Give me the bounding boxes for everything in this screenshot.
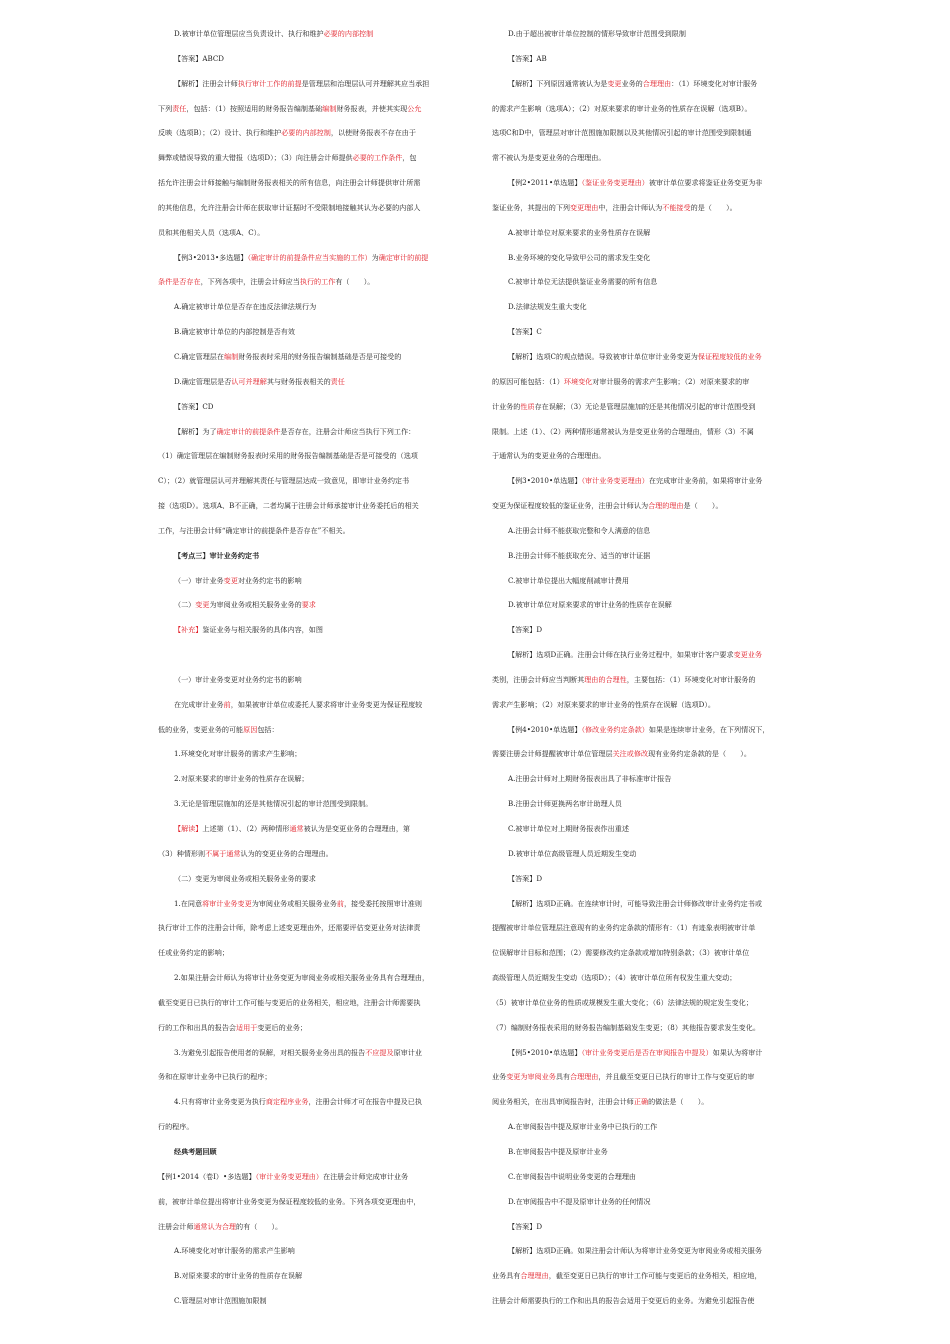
text-segment: 为审阅业务或相关服务业务的 bbox=[209, 601, 302, 610]
right-column bbox=[492, 30, 810, 1322]
text-segment: 【解析】选项D正确。如果注册会计师认为将审计业务变更为审阅业务或相关服务 bbox=[508, 1247, 762, 1256]
text-segment: ：（1）环境变化对审计服务 bbox=[671, 79, 758, 88]
text-segment: A.被审计单位对原来要求的业务性质存在误解 bbox=[508, 228, 651, 237]
text-line bbox=[492, 129, 810, 137]
text-line bbox=[492, 900, 810, 908]
text-segment: 4.只有将审计业务变更为执行 bbox=[174, 1098, 266, 1107]
highlight-text: 通常 bbox=[289, 825, 304, 833]
text-line bbox=[492, 974, 810, 982]
text-segment: 员和其他相关人员（选项A、C）。 bbox=[158, 228, 265, 237]
text-segment: ，包括：（1）按照适用的财务报告编制基础 bbox=[186, 104, 323, 113]
text-segment: 存在误解；（3）无论是管理层施加的还是其他情况引起的审计范围受到 bbox=[534, 402, 756, 411]
text-line bbox=[492, 154, 810, 162]
text-segment: B.对原来要求的审计业务的性质存在误解 bbox=[174, 1272, 303, 1281]
text-line bbox=[492, 825, 810, 833]
text-line bbox=[492, 651, 810, 659]
text-line bbox=[492, 1247, 810, 1255]
text-segment: 如果是连续审计业务，在下列情况下， bbox=[648, 725, 770, 734]
text-line bbox=[158, 105, 476, 113]
text-segment: 2.如果注册会计师认为将审计业务变更为审阅业务或相关服务业务具有合理理由， bbox=[174, 974, 430, 983]
text-line bbox=[158, 527, 476, 535]
text-segment: 是（ ）。 bbox=[683, 502, 723, 511]
text-line bbox=[158, 452, 476, 460]
text-segment: 3.无论是管理层施加的还是其他情况引起的审计范围受到限制。 bbox=[174, 800, 373, 809]
text-segment: B.注册会计师不能获取充分、适当的审计证据 bbox=[508, 551, 651, 560]
text-segment: 有（ ）。 bbox=[335, 278, 375, 287]
text-segment: A.环境变化对审计服务的需求产生影响 bbox=[174, 1247, 295, 1256]
highlight-text: 合理理由 bbox=[570, 1073, 599, 1082]
text-segment: B.注册会计师更换两名审计助理人员 bbox=[508, 800, 622, 809]
highlight-text: 将审计业务变更 bbox=[202, 899, 252, 908]
text-line bbox=[158, 378, 476, 386]
text-line bbox=[492, 278, 810, 286]
text-line bbox=[158, 601, 476, 609]
text-line bbox=[492, 1297, 810, 1305]
text-segment: （二）变更为审阅业务或相关服务业务的要求 bbox=[174, 874, 316, 883]
text-segment: 接（选项D）。选项A、B不正确，二者均属于注册会计师承接审计业务委托后的相关 bbox=[158, 502, 419, 511]
text-segment: 注册会计师 bbox=[158, 1222, 194, 1231]
text-line bbox=[158, 900, 476, 908]
text-line bbox=[492, 1223, 810, 1231]
text-segment: 2.对原来要求的审计业务的性质存在误解； bbox=[174, 775, 309, 784]
highlight-text: 必要的内部控制 bbox=[323, 30, 374, 38]
text-line bbox=[158, 328, 476, 336]
text-segment: 如果认为将审计 bbox=[712, 1048, 763, 1057]
text-line bbox=[492, 1098, 810, 1106]
text-line bbox=[492, 552, 810, 560]
text-segment: 【答案】AB bbox=[508, 54, 547, 63]
text-segment: D.由于超出被审计单位控制的情形导致审计范围受到限制 bbox=[508, 30, 686, 38]
highlight-text: 前 bbox=[336, 899, 344, 908]
text-line bbox=[158, 850, 476, 858]
highlight-text: 适用于 bbox=[236, 1023, 258, 1032]
text-line bbox=[158, 1024, 476, 1032]
text-segment: 【解析】选项D正确。在连续审计时，可能导致注册会计师修改审计业务约定书或 bbox=[508, 899, 762, 908]
highlight-text: 保证程度较低的业务 bbox=[697, 352, 762, 361]
text-segment: 财务报表时采用的财务报告编制基础是否是可接受的 bbox=[238, 352, 402, 361]
text-segment: 【答案】ABCD bbox=[174, 54, 224, 63]
highlight-text: 正确 bbox=[633, 1098, 649, 1107]
text-line bbox=[158, 502, 476, 510]
text-line bbox=[492, 452, 810, 460]
highlight-text: 责任 bbox=[172, 104, 187, 113]
text-segment: 任或业务约定的影响； bbox=[158, 949, 229, 958]
text-line bbox=[492, 303, 810, 311]
text-segment: （一）审计业务变更对业务约定书的影响 bbox=[174, 675, 302, 684]
highlight-text: 条件是否存在 bbox=[158, 278, 201, 287]
text-segment: 【解析】注册会计师 bbox=[174, 79, 238, 88]
text-segment: （3）种情形则 bbox=[158, 849, 206, 858]
text-segment: B.在审阅报告中提及原审计业务 bbox=[508, 1147, 608, 1156]
text-segment: 变更后的业务； bbox=[257, 1023, 307, 1032]
text-line bbox=[492, 30, 810, 38]
text-segment: 务和在原审计业务中已执行的程序； bbox=[158, 1073, 272, 1082]
text-segment: 阅业务相关，在出具审阅报告时，注册会计师 bbox=[492, 1098, 634, 1107]
text-segment: 在完成审计业务前，如果将审计业务 bbox=[648, 477, 763, 486]
text-segment: 被审计单位要求将鉴证业务变更为非 bbox=[648, 179, 763, 188]
text-segment: 【例3•2010•单选题】 bbox=[508, 477, 582, 486]
highlight-text: （审计业务变更理由） bbox=[255, 1172, 323, 1181]
highlight-text: 环境变化 bbox=[563, 377, 593, 386]
text-segment: 计业务的 bbox=[492, 402, 521, 411]
text-segment: 选项C和D中，管理层对审计范围施加限制以及其他情况引起的审计范围受到限制通 bbox=[492, 129, 752, 138]
text-segment: 经典考题回顾 bbox=[174, 1147, 217, 1156]
text-line bbox=[492, 1173, 810, 1181]
text-line bbox=[158, 1272, 476, 1280]
highlight-text: 公允 bbox=[407, 104, 422, 113]
text-segment: 业务的 bbox=[621, 79, 643, 88]
text-segment: 鉴证业务与相关服务的具体内容，如图 bbox=[202, 626, 323, 635]
text-line bbox=[158, 55, 476, 63]
text-segment: 的做法是（ ）。 bbox=[648, 1098, 709, 1107]
text-segment: 业务 bbox=[492, 1073, 507, 1082]
text-line bbox=[158, 428, 476, 436]
highlight-text: 变更 bbox=[223, 576, 238, 585]
left-column bbox=[158, 30, 476, 1322]
text-segment: 前，被审计单位提出将审计业务变更为保证程度较低的业务。下列各项变更理由中， bbox=[158, 1197, 421, 1206]
text-line bbox=[158, 750, 476, 758]
text-segment: 提醒被审计单位管理层注意现有的业务约定条款的情形有：（1）有迹象表明被审计单 bbox=[492, 924, 756, 933]
text-segment: 具有 bbox=[555, 1073, 571, 1082]
text-line bbox=[492, 328, 810, 336]
text-line bbox=[492, 204, 810, 212]
text-segment: 括允许注册会计师接触与编制财务报表相关的所有信息，向注册会计师提供审计所需 bbox=[158, 179, 421, 188]
text-segment: 的需求产生影响（选项A）；（2）对原来要求的审计业务的性质存在误解（选项B）。 bbox=[492, 104, 752, 113]
highlight-text: 不属于通常 bbox=[205, 849, 241, 858]
text-segment: A.注册会计师对上期财务报表出具了非标准审计报告 bbox=[508, 775, 672, 784]
text-segment: 截至变更日已执行的审计工作可能与变更后的业务相关，相应地，注册会计师需要执 bbox=[158, 998, 421, 1007]
text-segment: C.被审计单位提出大幅度削减审计费用 bbox=[508, 576, 629, 585]
text-line bbox=[158, 1297, 476, 1305]
text-segment: 【解析】选项D正确。注册会计师在执行业务过程中，如果审计客户要求 bbox=[508, 651, 734, 660]
text-segment: 现有业务约定条款的是（ ）。 bbox=[648, 750, 751, 759]
text-line bbox=[158, 701, 476, 709]
text-segment: 【答案】C bbox=[508, 328, 542, 337]
text-segment: 的有（ ）。 bbox=[236, 1222, 283, 1231]
text-line bbox=[158, 924, 476, 932]
text-segment: 【解析】选项C的观点错误。导致被审计单位审计业务变更为 bbox=[508, 352, 698, 361]
text-segment: D.被审计单位管理层应当负责设计、执行和维护 bbox=[174, 30, 324, 38]
text-segment: 高级管理人员近期发生变动（选项D）；（4）被审计单位所有权发生重大变动； bbox=[492, 974, 737, 983]
text-line bbox=[492, 924, 810, 932]
highlight-text: 原因 bbox=[243, 725, 258, 734]
text-line bbox=[158, 303, 476, 311]
highlight-text: 变更为审阅业务 bbox=[506, 1073, 556, 1082]
highlight-text: 确定审计的前提条件 bbox=[216, 427, 281, 436]
text-line bbox=[492, 875, 810, 883]
text-line bbox=[158, 254, 476, 262]
text-line bbox=[492, 1073, 810, 1081]
text-line bbox=[158, 676, 476, 684]
text-line bbox=[158, 775, 476, 783]
text-segment: 【例2•2011•单选题】 bbox=[508, 179, 582, 188]
text-line bbox=[492, 428, 810, 436]
text-segment: 【答案】D bbox=[508, 874, 543, 883]
text-line bbox=[492, 353, 810, 361]
blank-line bbox=[158, 651, 476, 659]
text-line bbox=[492, 378, 810, 386]
text-segment: 为 bbox=[371, 253, 379, 262]
text-line bbox=[158, 1123, 476, 1131]
highlight-text: 要求 bbox=[301, 601, 316, 610]
text-segment: B.确定被审计单位的内部控制是否有效 bbox=[174, 328, 295, 337]
text-segment: 的是（ ）。 bbox=[690, 203, 737, 212]
text-segment: 于通常认为的变更业务的合理理由。 bbox=[492, 452, 606, 461]
text-line bbox=[492, 403, 810, 411]
highlight-text: 执行的工作 bbox=[299, 278, 336, 287]
text-segment: B.业务环境的变化导致甲公司的需求发生变化 bbox=[508, 253, 651, 262]
text-line bbox=[492, 999, 810, 1007]
text-segment: C.被审计单位无法提供鉴证业务需要的所有信息 bbox=[508, 278, 658, 287]
highlight-text: 必要的工作条件 bbox=[352, 154, 403, 163]
highlight-text: 理由的合理性 bbox=[584, 675, 627, 684]
text-segment: 的原因可能包括：（1） bbox=[492, 377, 564, 386]
text-line bbox=[158, 1148, 476, 1156]
text-segment: 【答案】D bbox=[508, 626, 543, 635]
highlight-text: 不能接受 bbox=[662, 203, 691, 212]
text-segment: ，主要包括：（1）环境变化对审计服务的 bbox=[626, 675, 756, 684]
text-segment: 常不被认为是变更业务的合理理由。 bbox=[492, 154, 606, 163]
text-line bbox=[492, 601, 810, 609]
text-segment: 行的工作和出具的报告会 bbox=[158, 1023, 237, 1032]
text-segment: 对业务约定书的影响 bbox=[237, 576, 302, 585]
text-segment: 其与财务报表相关的 bbox=[266, 377, 331, 386]
text-segment: A.确定被审计单位是否存在违反法律法规行为 bbox=[174, 303, 317, 312]
text-segment: 1.在同意 bbox=[174, 899, 203, 908]
text-segment: C）；（2）就管理层认可并理解其责任与管理层达成一致意见，即审计业务约定书 bbox=[158, 477, 410, 486]
text-segment: ，注册会计师才可在报告中提及已执 bbox=[308, 1098, 422, 1107]
highlight-text: 编制 bbox=[322, 104, 337, 113]
text-line bbox=[492, 1049, 810, 1057]
highlight-text: （审计业务变更后是否在审阅报告中提及） bbox=[581, 1048, 713, 1057]
text-line bbox=[492, 55, 810, 63]
text-segment: D.确定管理层是否 bbox=[174, 377, 232, 386]
text-segment: A.注册会计师不能获取完整和令人满意的信息 bbox=[508, 526, 651, 535]
highlight-text: （鉴证业务变更理由） bbox=[581, 179, 649, 188]
text-line bbox=[158, 129, 476, 137]
text-segment: ，并且截至变更日已执行的审计工作与变更后的审 bbox=[598, 1073, 755, 1082]
text-segment: 是否存在，注册会计师应当执行下列工作： bbox=[280, 427, 416, 436]
text-segment: 被认为是变更业务的合理理由，第 bbox=[303, 825, 411, 833]
text-segment: 【解析】为了 bbox=[174, 427, 217, 436]
text-segment: 下列 bbox=[158, 104, 173, 113]
text-line bbox=[158, 1198, 476, 1206]
text-segment: C.被审计单位对上期财务报表作出重述 bbox=[508, 825, 629, 833]
text-line bbox=[492, 502, 810, 510]
text-line bbox=[492, 80, 810, 88]
text-segment: D.法律法规发生重大变化 bbox=[508, 303, 587, 312]
text-line bbox=[158, 825, 476, 833]
text-line bbox=[158, 353, 476, 361]
text-segment: ，以使财务报表不存在由于 bbox=[330, 129, 416, 138]
text-segment: 【例5•2010•单选题】 bbox=[508, 1048, 582, 1057]
highlight-text: 必要的内部控制 bbox=[281, 129, 331, 138]
text-segment: （7）编制财务报表采用的财务报告编制基础发生变更；（8）其他报告要求发生变化。 bbox=[492, 1023, 760, 1032]
text-segment: 注册会计师需要执行的工作和出具的报告会适用于变更后的业务。为避免引起报告使 bbox=[492, 1297, 755, 1306]
text-line bbox=[492, 850, 810, 858]
text-segment: （二） bbox=[174, 601, 196, 610]
highlight-text: 前 bbox=[223, 700, 231, 709]
highlight-text: （修改业务约定条款） bbox=[581, 725, 649, 734]
highlight-text: 变更 bbox=[195, 601, 210, 610]
text-segment: 是管理层和治理层认可并理解其应当承担 bbox=[301, 79, 430, 88]
text-line bbox=[492, 527, 810, 535]
text-line bbox=[158, 999, 476, 1007]
text-segment: ，下列各项中，注册会计师应当 bbox=[200, 278, 300, 287]
highlight-text: 变更 bbox=[607, 79, 622, 88]
text-line bbox=[158, 1223, 476, 1231]
text-line bbox=[492, 775, 810, 783]
text-line bbox=[158, 30, 476, 38]
text-segment: （1）确定管理层在编制财务报表时采用的财务报告编制基础是否是可接受的（选项 bbox=[158, 452, 418, 461]
text-line bbox=[492, 1024, 810, 1032]
text-line bbox=[492, 577, 810, 585]
text-line bbox=[492, 1148, 810, 1156]
text-line bbox=[492, 254, 810, 262]
text-line bbox=[158, 1098, 476, 1106]
text-segment: 【解析】下列原因通常被认为是 bbox=[508, 79, 608, 88]
text-segment: 的其他信息，允许注册会计师在获取审计证据时不受限制地接触其认为必要的内部人 bbox=[158, 203, 421, 212]
text-segment: 认为的变更业务的合理理由。 bbox=[240, 849, 333, 858]
highlight-text: 合理理由 bbox=[520, 1272, 549, 1281]
text-segment: 低的业务，变更业务的可能 bbox=[158, 725, 244, 734]
text-segment: 【答案】CD bbox=[174, 402, 214, 411]
text-line bbox=[492, 105, 810, 113]
text-line bbox=[158, 403, 476, 411]
highlight-text: 编制 bbox=[224, 352, 239, 361]
text-segment: 【例4•2010•单选题】 bbox=[508, 725, 582, 734]
text-segment: ，接受委托按照审计准则 bbox=[343, 899, 422, 908]
text-segment: D.在审阅报告中不提及原审计业务的任何情况 bbox=[508, 1197, 651, 1206]
text-line bbox=[492, 676, 810, 684]
text-segment: 在完成审计业务 bbox=[174, 700, 224, 709]
text-line bbox=[492, 477, 810, 485]
text-segment: 中，注册会计师认为 bbox=[598, 203, 663, 212]
highlight-text: （确定审计的前提条件应当实施的工作） bbox=[247, 253, 372, 262]
text-segment: 舞弊或错误导致的重大错报（选项D）；（3）向注册会计师提供 bbox=[158, 154, 353, 163]
text-line bbox=[158, 1049, 476, 1057]
text-segment: 执行审计工作的注册会计师，除考虑上述变更理由外，还需要评估变更业务对法律责 bbox=[158, 924, 421, 933]
text-segment: 上述第（1）、（2）两种情形 bbox=[202, 825, 290, 833]
text-line bbox=[158, 577, 476, 585]
text-segment: C.在审阅报告中说明业务变更的合理理由 bbox=[508, 1172, 637, 1181]
highlight-text: 关注或修改 bbox=[612, 750, 649, 759]
text-segment: 在注册会计师完成审计业务 bbox=[322, 1172, 409, 1181]
text-segment: 原审计业 bbox=[393, 1048, 422, 1057]
highlight-text: 【补充】 bbox=[174, 626, 203, 635]
text-line bbox=[158, 477, 476, 485]
text-segment: 限制。上述（1）、（2）两种情形通常被认为是变更业务的合理理由，情形（3）不属 bbox=[492, 427, 754, 436]
text-segment: D.被审计单位对原来要求的审计业务的性质存在误解 bbox=[508, 601, 672, 610]
highlight-text: 通常认为合理 bbox=[193, 1222, 237, 1231]
text-line bbox=[158, 726, 476, 734]
highlight-text: 不应提及 bbox=[365, 1048, 394, 1057]
text-segment: （5）被审计单位业务的性质或规模发生重大变化；（6）法律法规的规定发生变化； bbox=[492, 998, 753, 1007]
text-segment: 反映（选项B）；（2）设计、执行和维护 bbox=[158, 129, 282, 138]
text-segment: ，截至变更日已执行的审计工作可能与变更后的业务相关，相应地， bbox=[548, 1272, 762, 1281]
text-segment: 需要注册会计师提醒被审计单位管理层 bbox=[492, 750, 613, 759]
text-line bbox=[158, 1247, 476, 1255]
text-segment: 【例1•2014（卷Ⅰ）•多选题】 bbox=[158, 1172, 256, 1181]
highlight-text: 变更理由 bbox=[570, 203, 599, 212]
text-segment: 【例3•2013•多选题】 bbox=[174, 253, 248, 262]
highlight-text: 合理理由 bbox=[642, 79, 672, 88]
text-line bbox=[158, 80, 476, 88]
highlight-text: 【解读】 bbox=[174, 825, 203, 833]
text-line bbox=[492, 179, 810, 187]
text-line bbox=[158, 949, 476, 957]
highlight-text: （审计业务变更理由） bbox=[581, 477, 649, 486]
highlight-text: 商定程序业务 bbox=[265, 1098, 309, 1107]
text-segment: 变更为保证程度较低的鉴证业务，注册会计师认为 bbox=[492, 502, 649, 511]
text-line bbox=[492, 800, 810, 808]
highlight-text: 责任 bbox=[330, 377, 345, 386]
text-line bbox=[158, 552, 476, 560]
text-segment: 【考点三】审计业务约定书 bbox=[174, 551, 260, 560]
text-segment: ，如果被审计单位或委托人要求将审计业务变更为保证程度较 bbox=[230, 700, 423, 709]
highlight-text: 认可并理解 bbox=[231, 377, 267, 386]
text-line bbox=[158, 278, 476, 286]
text-segment: 鉴证业务，其提出的下列 bbox=[492, 203, 571, 212]
text-line bbox=[492, 229, 810, 237]
text-segment: D.被审计单位高级管理人员近期发生变动 bbox=[508, 849, 637, 858]
text-line bbox=[492, 1123, 810, 1131]
text-segment: C.确定管理层在 bbox=[174, 352, 224, 361]
text-line bbox=[492, 1198, 810, 1206]
highlight-text: 性质 bbox=[520, 402, 535, 411]
text-segment: 1.环境变化对审计服务的需求产生影响； bbox=[174, 750, 302, 759]
text-segment: A.在审阅报告中提及原审计业务中已执行的工作 bbox=[508, 1123, 658, 1132]
text-line bbox=[158, 800, 476, 808]
text-line bbox=[158, 204, 476, 212]
text-line bbox=[492, 701, 810, 709]
text-line bbox=[492, 626, 810, 634]
text-line bbox=[158, 179, 476, 187]
text-line bbox=[492, 1272, 810, 1280]
text-segment: （一）审计业务 bbox=[174, 576, 224, 585]
text-line bbox=[492, 949, 810, 957]
text-segment: 位误解审计目标和范围；（2）需要修改约定条款或增加特别条款；（3）被审计单位 bbox=[492, 949, 750, 958]
text-segment: 财务报表，并使其实现 bbox=[336, 104, 408, 113]
text-segment: 包括： bbox=[257, 725, 279, 734]
text-segment: 业务具有 bbox=[492, 1272, 521, 1281]
highlight-text: 变更业务 bbox=[733, 651, 762, 660]
highlight-text: 执行审计工作的前提 bbox=[237, 79, 302, 88]
text-line bbox=[158, 875, 476, 883]
text-segment: 为审阅业务或相关服务业务 bbox=[251, 899, 337, 908]
text-line bbox=[158, 1073, 476, 1081]
highlight-text: 确定审计的前提 bbox=[378, 253, 429, 262]
text-line bbox=[492, 726, 810, 734]
text-line bbox=[158, 974, 476, 982]
text-segment: 【答案】D bbox=[508, 1222, 543, 1231]
text-line bbox=[158, 626, 476, 634]
text-segment: ，包 bbox=[402, 154, 417, 163]
text-segment: 行的程序。 bbox=[158, 1123, 194, 1132]
text-segment: 3.为避免引起报告使用者的误解，对相关服务业务出具的报告 bbox=[174, 1048, 366, 1057]
text-line bbox=[492, 750, 810, 758]
text-segment: 工作，与注册会计师“确定审计的前提条件是否存在”不相关。 bbox=[158, 526, 350, 535]
text-segment: 需求产生影响；（2）对原来要求的审计业务的性质存在误解（选项D）。 bbox=[492, 700, 716, 709]
text-line bbox=[158, 229, 476, 237]
text-line bbox=[158, 1173, 476, 1181]
text-segment: 类别，注册会计师应当判断其 bbox=[492, 675, 585, 684]
highlight-text: 合理的理由 bbox=[648, 502, 684, 511]
text-segment: C.管理层对审计范围施加限制 bbox=[174, 1297, 267, 1306]
text-line bbox=[158, 154, 476, 162]
text-segment: 对审计服务的需求产生影响；（2）对原来要求的审 bbox=[592, 377, 750, 386]
